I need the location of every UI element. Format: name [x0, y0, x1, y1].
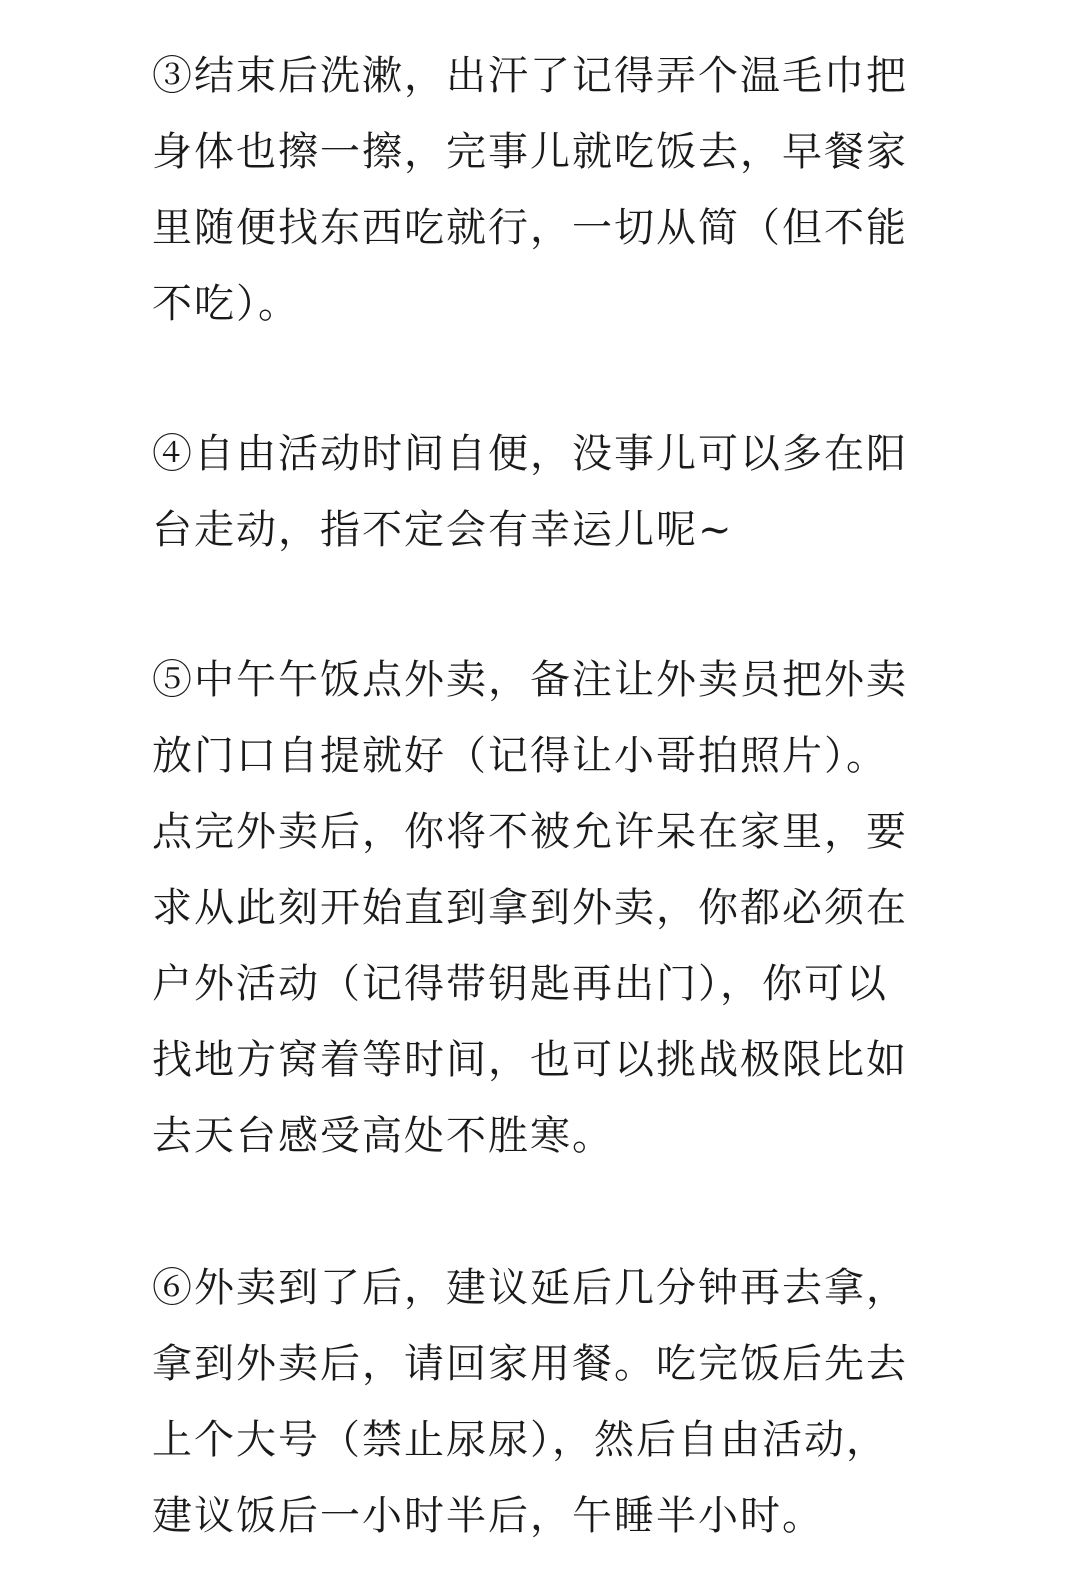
text-line: ③结束后洗漱，出汗了记得弄个温毛巾把 [152, 53, 908, 99]
text-line: 台走动，指不定会有幸运儿呢~ [152, 507, 734, 553]
text-line: 拿到外卖后，请回家用餐。吃完饭后先去 [152, 1341, 908, 1387]
text-line: 上个大号（禁止尿尿），然后自由活动， [152, 1417, 888, 1463]
paragraph-step-4 [152, 416, 922, 568]
text-line: 里随便找东西吃就行，一切从简（但不能 [152, 205, 908, 251]
paragraph-step-6 [152, 1250, 922, 1554]
text-line: 户外活动（记得带钥匙再出门），你可以 [152, 961, 888, 1007]
paragraph-step-3 [152, 38, 922, 342]
paragraph-step-5 [152, 642, 922, 1174]
text-line: 不吃）。 [152, 281, 300, 327]
text-line: 求从此刻开始直到拿到外卖，你都必须在 [152, 885, 908, 931]
text-line: 放门口自提就好（记得让小哥拍照片）。 [152, 733, 888, 779]
text-line: ⑤中午午饭点外卖，备注让外卖员把外卖 [152, 657, 908, 703]
text-line: 点完外卖后，你将不被允许呆在家里，要 [152, 809, 908, 855]
text-line: 建议饭后一小时半后，午睡半小时。 [152, 1493, 824, 1539]
text-line: ⑥外卖到了后，建议延后几分钟再去拿， [152, 1265, 908, 1311]
text-line: 身体也擦一擦，完事儿就吃饭去，早餐家 [152, 129, 908, 175]
text-line: 去天台感受高处不胜寒。 [152, 1113, 614, 1159]
text-line: 找地方窝着等时间，也可以挑战极限比如 [152, 1037, 908, 1083]
text-line: ④自由活动时间自便，没事儿可以多在阳 [152, 431, 908, 477]
